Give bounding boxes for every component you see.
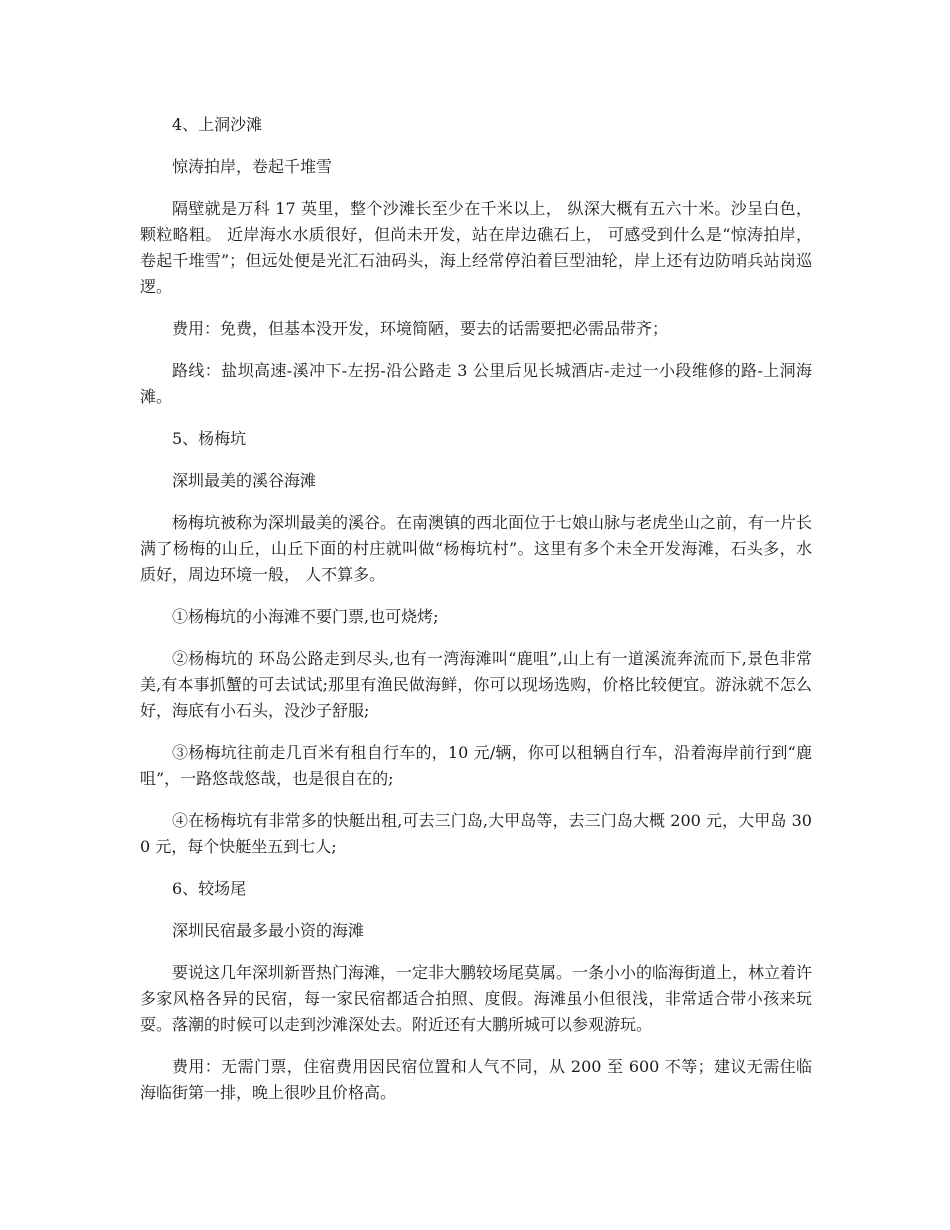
section-heading-shangdong: 4、上洞沙滩 (172, 115, 263, 134)
paragraph-yangmeikeng-description: 杨梅坑被称为深圳最美的溪谷。在南澳镇的西北面位于七娘山脉与老虎坐山之前，有一片长满了杨梅的山丘，山丘下面的村庄就叫做“杨梅坑村”。这里有多个未全开发海滩，石头多，水质好，周边环境一般， 人不算多。 (140, 513, 813, 584)
section-subtitle-shangdong: 惊涛拍岸，卷起千堆雪 (172, 157, 333, 176)
paragraph-shangdong-description: 隔壁就是万科 17 英里，整个沙滩长至少在千米以上， 纵深大概有五六十米。沙呈白色，颗粒略粗。 近岸海水水质很好，但尚未开发，站在岸边礁石上， 可感受到什么是“惊涛拍岸，卷起千堆雪”；但远处便是光汇石油码头，海上经常停泊着巨型油轮，岸上还有边防哨兵站岗巡逻。 (140, 199, 812, 296)
paragraph-yangmeikeng-item-1: ①杨梅坑的小海滩不要门票,也可烧烤; (172, 607, 439, 626)
paragraph-yangmeikeng-item-3: ③杨梅坑往前走几百米有租自行车的，10 元/辆，你可以租辆自行车，沿着海岸前行到“鹿咀”，一路悠哉悠哉，也是很自在的; (140, 743, 812, 788)
paragraph-yangmeikeng-item-2: ②杨梅坑的 环岛公路走到尽头,也有一湾海滩叫“鹿咀”,山上有一道溪流奔流而下,景色非常美,有本事抓蟹的可去试试;那里有渔民做海鲜，你可以现场选购，价格比较便宜。游泳就不怎么好，海底有小石头，没沙子舒服; (140, 649, 812, 720)
paragraph-shangdong-cost: 费用：免费，但基本没开发，环境简陋，要去的话需要把必需品带齐； (172, 319, 669, 338)
paragraph-jiaochangwei-description: 要说这几年深圳新晋热门海滩，一定非大鹏较场尾莫属。一条小小的临海街道上，林立着许多家风格各异的民宿，每一家民宿都适合拍照、度假。海滩虽小但很浅，非常适合带小孩来玩耍。落潮的时候可以走到沙滩深处去。附近还有大鹏所城可以参观游玩。 (140, 963, 813, 1034)
paragraph-yangmeikeng-item-4: ④在杨梅坑有非常多的快艇出租,可去三门岛,大甲岛等，去三门岛大概 200 元，大甲岛 300 元，每个快艇坐五到七人; (140, 811, 812, 856)
paragraph-jiaochangwei-cost: 费用：无需门票，住宿费用因民宿位置和人气不同，从 200 至 600 不等；建议无需住临海临街第一排，晚上很吵且价格高。 (140, 1057, 812, 1102)
section-subtitle-yangmeikeng: 深圳最美的溪谷海滩 (172, 471, 317, 490)
paragraph-shangdong-route: 路线：盐坝高速-溪冲下-左拐-沿公路走 3 公里后见长城酒店-走过一小段维修的路-上洞海滩。 (140, 361, 812, 406)
section-heading-jiaochangwei: 6、较场尾 (172, 879, 247, 898)
section-heading-yangmeikeng: 5、杨梅坑 (172, 429, 247, 448)
document-body (140, 112, 812, 1122)
section-subtitle-jiaochangwei: 深圳民宿最多最小资的海滩 (172, 921, 365, 940)
